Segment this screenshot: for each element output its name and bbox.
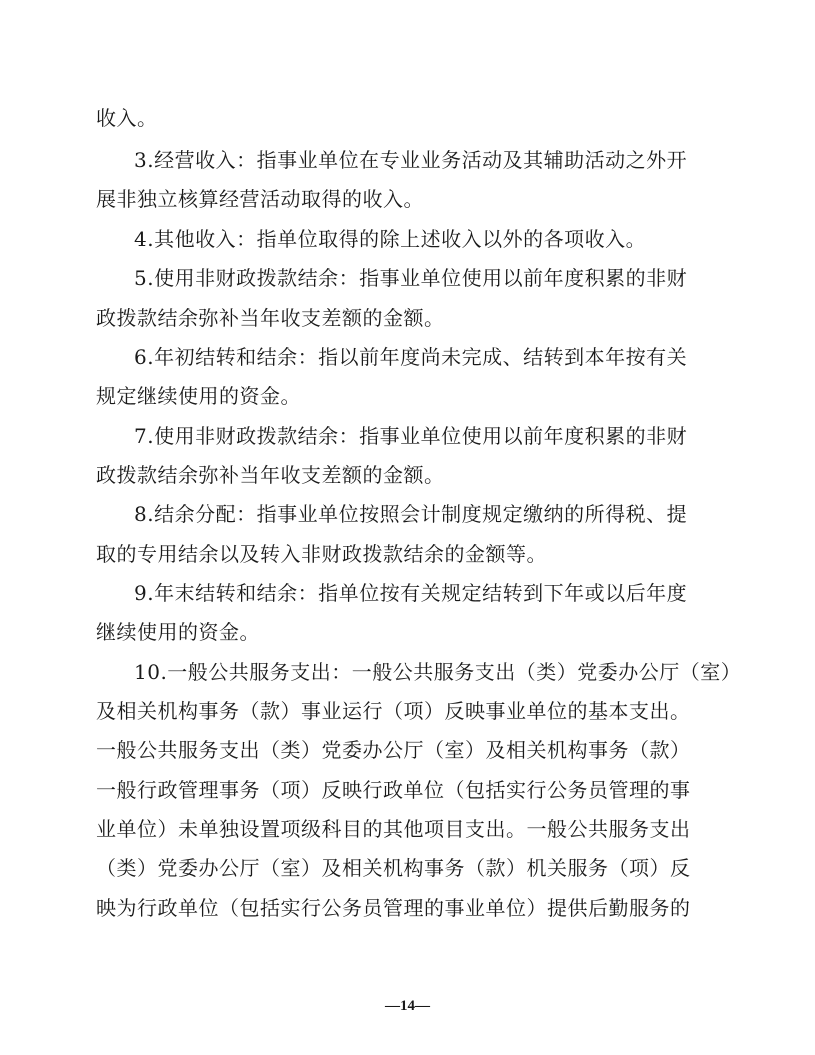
text-line: 政拨款结余弥补当年收支差额的金额。 <box>96 306 445 330</box>
text-line: 一般公共服务支出（类）党委办公厅（室）及相关机构事务（款） <box>96 738 691 762</box>
text-line: 8.结余分配：指事业单位按照会计制度规定缴纳的所得税、提 <box>134 502 688 526</box>
text-line: 收入。 <box>96 106 158 130</box>
text-line: 规定继续使用的资金。 <box>96 384 301 408</box>
text-line: 4.其他收入：指单位取得的除上述收入以外的各项收入。 <box>134 227 647 251</box>
text-line: 继续使用的资金。 <box>96 620 260 644</box>
text-line: 9.年末结转和结余：指单位按有关规定结转到下年或以后年度 <box>134 581 688 605</box>
text-line: 5.使用非财政拨款结余：指事业单位使用以前年度积累的非财 <box>134 266 688 290</box>
text-line: 6.年初结转和结余：指以前年度尚未完成、结转到本年按有关 <box>134 345 688 369</box>
text-line: 10.一般公共服务支出：一般公共服务支出（类）党委办公厅（室） <box>134 660 742 684</box>
text-line: 政拨款结余弥补当年收支差额的金额。 <box>96 463 445 487</box>
text-line: 及相关机构事务（款）事业运行（项）反映事业单位的基本支出。 <box>96 699 691 723</box>
text-line: 3.经营收入：指事业单位在专业业务活动及其辅助活动之外开 <box>134 148 688 172</box>
text-line: 映为行政单位（包括实行公务员管理的事业单位）提供后勤服务的 <box>96 896 691 920</box>
page-number: —14— <box>385 998 430 1014</box>
text-line: 展非独立核算经营活动取得的收入。 <box>96 187 424 211</box>
text-line: （类）党委办公厅（室）及相关机构事务（款）机关服务（项）反 <box>96 856 691 880</box>
text-line: 业单位）未单独设置项级科目的其他项目支出。一般公共服务支出 <box>96 817 691 841</box>
text-line: 7.使用非财政拨款结余：指事业单位使用以前年度积累的非财 <box>134 424 688 448</box>
text-line: 取的专用结余以及转入非财政拨款结余的金额等。 <box>96 542 547 566</box>
text-line: 一般行政管理事务（项）反映行政单位（包括实行公务员管理的事 <box>96 778 691 802</box>
